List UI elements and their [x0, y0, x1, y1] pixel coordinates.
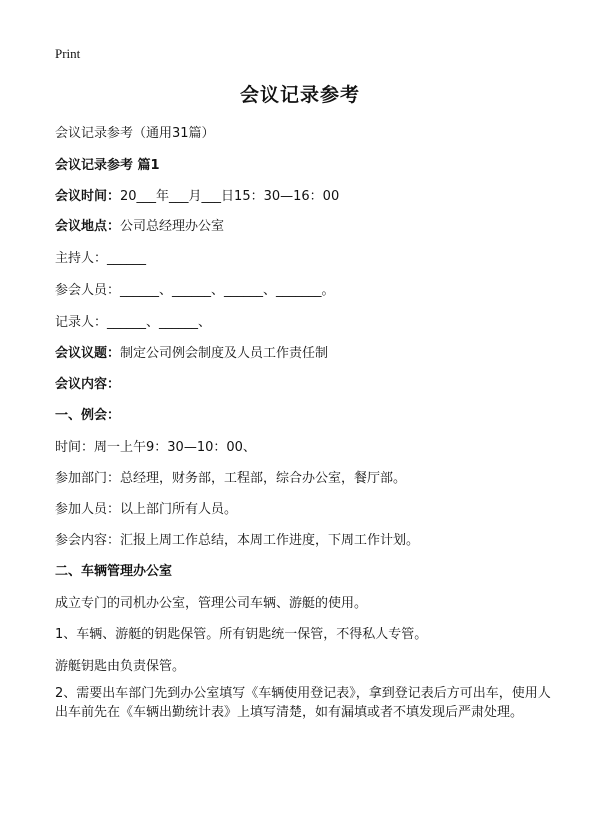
meeting-place-row	[55, 215, 224, 234]
meeting-agenda: 参会内容：汇报上周工作总结，本周工作进度，下周工作计划。	[55, 533, 420, 548]
meeting-content-label: 会议内容：	[55, 377, 121, 392]
meeting-time-row	[55, 185, 339, 204]
paragraph-3: 游艇钥匙由负责保管。	[55, 659, 186, 674]
meeting-time-label: 会议时间：	[55, 189, 121, 204]
meeting-topic-value: 制定公司例会制度及人员工作责任制	[120, 346, 329, 361]
meeting-topic-label: 会议议题：	[55, 346, 121, 361]
part2-heading-prefix: 二、	[55, 564, 82, 579]
paragraph-2: 1、车辆、游艇的钥匙保管。所有钥匙统一保管，不得私人专管。	[55, 627, 428, 642]
section-heading: 会议记录参考 篇1	[55, 158, 160, 173]
meeting-place-label: 会议地点：	[55, 219, 121, 234]
meeting-topic-row	[55, 342, 328, 361]
paragraph-1: 成立专门的司机办公室，管理公司车辆、游艇的使用。	[55, 596, 368, 611]
print-label: Print	[55, 46, 81, 61]
meeting-place-value: 公司总经理办公室	[120, 219, 225, 234]
part2-heading	[55, 560, 172, 579]
document-subtitle: 会议记录参考（通用31篇）	[55, 126, 215, 141]
part2-heading-text: 车辆管理办公室	[81, 564, 173, 579]
document-title: 会议记录参考	[239, 84, 360, 106]
host-line: 主持人：______	[55, 251, 147, 266]
participating-staff: 参加人员：以上部门所有人员。	[55, 502, 238, 517]
paragraph-4: 2、需要出车部门先到办公室填写《车辆使用登记表》，拿到登记表后方可出车，使用人出车前先在《车辆出勤统计表》上填写清楚，如有漏填或者不填发现后严肃处理。	[55, 686, 551, 720]
regular-meeting-time: 时间：周一上午9：30—10：00、	[55, 440, 256, 455]
meeting-time-value: 20___年___月___日15：30—16：00	[120, 189, 340, 204]
participating-departments: 参加部门：总经理，财务部，工程部，综合办公室，餐厅部。	[55, 471, 407, 486]
recorder-line: 记录人：______、______、	[55, 315, 212, 330]
part1-heading: 一、例会：	[55, 408, 121, 423]
attendees-line: 参会人员：______、______、______、_______。	[55, 283, 335, 298]
